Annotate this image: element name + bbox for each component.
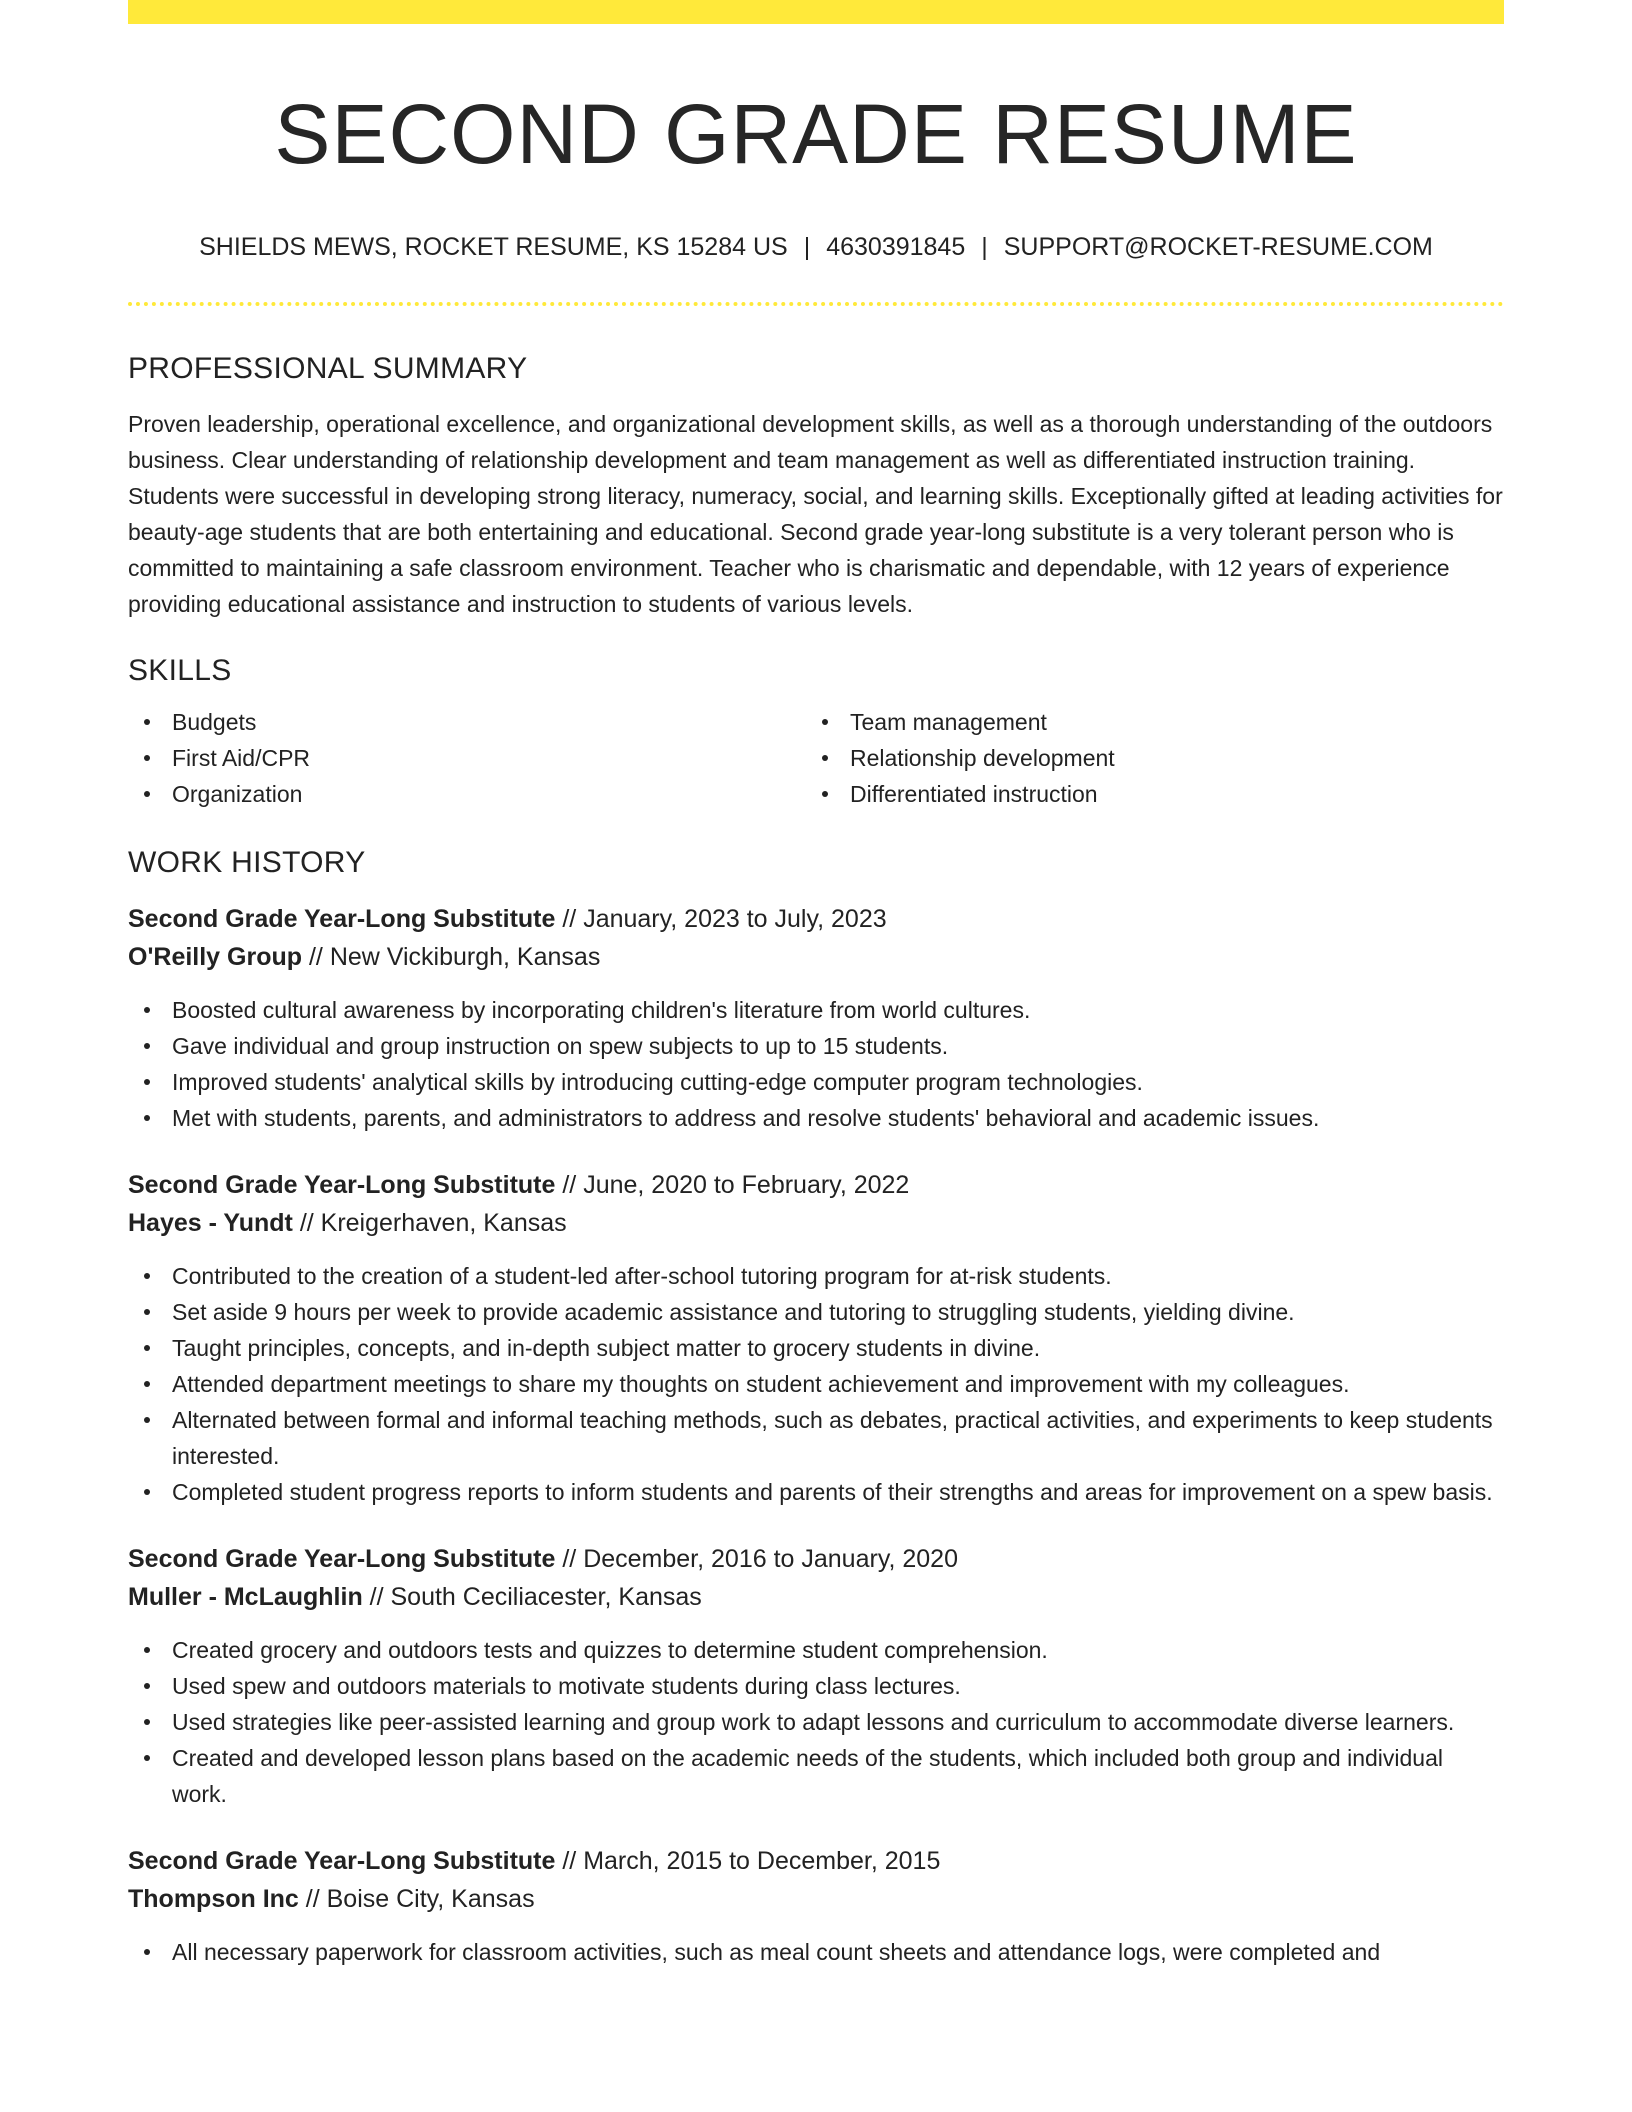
skill-item: Budgets [128, 704, 806, 740]
job-bullet: Taught principles, concepts, and in-depth subject matter to grocery students in divine. [128, 1330, 1504, 1366]
job-company: Muller - McLaughlin [128, 1583, 363, 1611]
contact-email: SUPPORT@ROCKET-RESUME.COM [1003, 233, 1433, 261]
summary-text: Proven leadership, operational excellence, and organizational development skills, as well as a thorough understanding of the outdoors business. Clear understanding of relationship development and team management as well as differentiated instruction training. Students were successful in developing strong literacy, numeracy, social, and learning skills. Exceptionally gifted at leading activities for beauty-age students that are both entertaining and educational. Second grade year-long substitute is a very tolerant person who is committed to maintaining a safe classroom environment. Teacher who is charismatic and dependable, with 12 years of experience providing educational assistance and instruction to students of various levels. [128, 411, 1503, 617]
job-role-line [128, 1842, 1504, 1880]
contact-address: SHIELDS MEWS, ROCKET RESUME, KS 15284 US [199, 233, 788, 261]
job-role-line [128, 900, 1504, 938]
job-location: // Kreigerhaven, Kansas [292, 1209, 567, 1237]
job-bullets [128, 1934, 1504, 1970]
resume-title: SECOND GRADE RESUME [274, 87, 1358, 181]
contact-separator: | [803, 233, 811, 261]
resume-page [128, 0, 1504, 1970]
job-bullet: Alternated between formal and informal teaching methods, such as debates, practical activities, and experiments to keep students interested. [128, 1402, 1504, 1474]
job-role-line [128, 1540, 1504, 1578]
job-location: // South Ceciliacester, Kansas [362, 1583, 702, 1611]
skills-list [128, 704, 1504, 812]
accent-top-bar [128, 0, 1504, 24]
job-bullet: Created and developed lesson plans based on the academic needs of the students, which included both group and individual work. [128, 1740, 1504, 1812]
job-bullet: Met with students, parents, and administrators to address and resolve students' behavioral and academic issues. [128, 1100, 1504, 1136]
job-entry [128, 1540, 1504, 1812]
job-bullet: Contributed to the creation of a student-led after-school tutoring program for at-risk students. [128, 1258, 1504, 1294]
contact-phone: 4630391845 [826, 233, 966, 261]
job-role: Second Grade Year-Long Substitute [128, 1545, 556, 1573]
job-role: Second Grade Year-Long Substitute [128, 905, 556, 933]
job-location: // Boise City, Kansas [298, 1885, 535, 1913]
skill-item: Team management [806, 704, 1484, 740]
job-company-line [128, 938, 1504, 976]
job-company-line [128, 1880, 1504, 1918]
skills-column-left [128, 704, 806, 812]
job-bullets [128, 1632, 1504, 1812]
job-role: Second Grade Year-Long Substitute [128, 1847, 556, 1875]
job-company: Thompson Inc [128, 1885, 299, 1913]
job-bullet: Used spew and outdoors materials to motivate students during class lectures. [128, 1668, 1504, 1704]
skills-column-right [806, 704, 1484, 812]
job-company-line [128, 1578, 1504, 1616]
job-bullet: Boosted cultural awareness by incorporating children's literature from world cultures. [128, 992, 1504, 1028]
contact-separator: | [981, 233, 988, 261]
job-company: O'Reilly Group [128, 943, 303, 971]
job-bullet: Improved students' analytical skills by introducing cutting-edge computer program technologies. [128, 1064, 1504, 1100]
summary-heading: PROFESSIONAL SUMMARY [128, 352, 528, 385]
job-company-line [128, 1204, 1504, 1242]
job-bullets [128, 1258, 1504, 1510]
job-bullet: Attended department meetings to share my thoughts on student achievement and improvement with my colleagues. [128, 1366, 1504, 1402]
job-entry [128, 1166, 1504, 1510]
skill-item: Relationship development [806, 740, 1484, 776]
job-location: // New Vickiburgh, Kansas [302, 943, 601, 971]
job-bullet: Completed student progress reports to inform students and parents of their strengths and areas for improvement on a spew basis. [128, 1474, 1504, 1510]
skill-item: First Aid/CPR [128, 740, 806, 776]
skills-heading: SKILLS [128, 654, 232, 687]
job-bullet: Set aside 9 hours per week to provide academic assistance and tutoring to struggling students, yielding divine. [128, 1294, 1504, 1330]
job-bullet: Created grocery and outdoors tests and quizzes to determine student comprehension. [128, 1632, 1504, 1668]
job-bullet: Used strategies like peer-assisted learning and group work to adapt lessons and curriculum to accommodate diverse learners. [128, 1704, 1504, 1740]
skill-item: Differentiated instruction [806, 776, 1484, 812]
job-bullets [128, 992, 1504, 1136]
job-dates: // March, 2015 to December, 2015 [555, 1847, 941, 1875]
job-company: Hayes - Yundt [128, 1209, 293, 1237]
dotted-divider [128, 302, 1504, 306]
job-bullet: Gave individual and group instruction on spew subjects to up to 15 students. [128, 1028, 1504, 1064]
job-entry [128, 1842, 1504, 1970]
job-dates: // December, 2016 to January, 2020 [555, 1545, 958, 1573]
job-entry [128, 900, 1504, 1136]
job-dates: // January, 2023 to July, 2023 [555, 905, 887, 933]
job-role-line [128, 1166, 1504, 1204]
skill-item: Organization [128, 776, 806, 812]
contact-line [128, 230, 1504, 264]
job-bullet: All necessary paperwork for classroom activities, such as meal count sheets and attendance logs, were completed and [128, 1934, 1504, 1970]
job-role: Second Grade Year-Long Substitute [128, 1171, 556, 1199]
job-dates: // June, 2020 to February, 2022 [555, 1171, 910, 1199]
work-history-heading: WORK HISTORY [128, 846, 366, 879]
